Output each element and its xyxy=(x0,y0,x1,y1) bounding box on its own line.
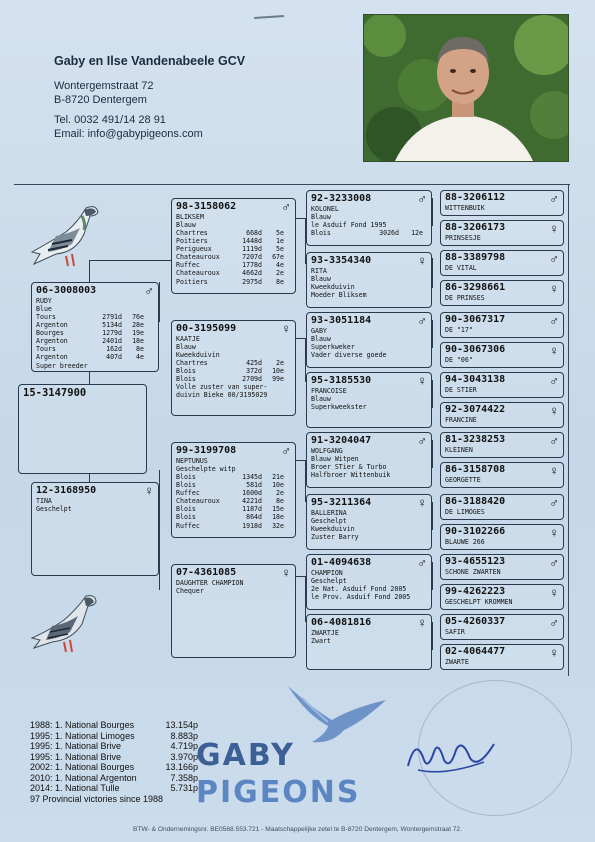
fm-note: Volle zuster van super- xyxy=(176,383,268,392)
g4-ring: 90-3102266 xyxy=(445,526,506,537)
result-birds: 2709d xyxy=(242,375,262,384)
victory-row xyxy=(30,752,198,763)
connector xyxy=(432,320,440,348)
result-rank: 8e xyxy=(136,345,144,354)
grandsire-paternal-box xyxy=(171,198,296,294)
g3-line: Blauw xyxy=(311,213,331,221)
g4-box xyxy=(440,554,564,580)
g3-ring: 92-3233008 xyxy=(311,193,372,204)
great-grandparent-box xyxy=(306,372,432,428)
granddam-maternal-box xyxy=(171,564,296,658)
mf-ring: 99-3199708 xyxy=(176,445,237,456)
result-place: Argenton xyxy=(36,353,68,362)
victory-row xyxy=(30,741,198,752)
g4-name: DE "06" xyxy=(445,356,473,364)
result-birds: 3026d xyxy=(379,229,399,237)
female-icon: ♀ xyxy=(549,403,559,418)
g4-ring: 86-3188420 xyxy=(445,496,506,507)
result-birds: 864d xyxy=(246,513,262,522)
female-icon: ♀ xyxy=(549,221,559,236)
result-birds: 668d xyxy=(246,229,262,237)
signature-icon xyxy=(404,730,500,780)
victory-count: 13.154p xyxy=(165,720,198,730)
g4-box xyxy=(440,342,564,368)
victory-row xyxy=(30,773,198,784)
pigeon-illustration-bottom xyxy=(30,588,110,658)
g4-box xyxy=(440,190,564,216)
fm-results xyxy=(176,359,291,383)
grandsire-maternal-box xyxy=(171,442,296,538)
male-icon: ♂ xyxy=(417,191,427,206)
g4-box xyxy=(440,462,564,488)
g3-line: ZWARTJE xyxy=(311,629,339,637)
result-birds: 162d xyxy=(106,345,122,354)
main-pigeon-ring: 15-3147900 xyxy=(23,387,87,399)
granddam-paternal-box xyxy=(171,320,296,416)
result-place: Chartres xyxy=(176,229,208,237)
g3-line: Geschelpt xyxy=(311,577,347,585)
result-birds: 1279d xyxy=(102,329,122,338)
victory-label: 1995: 1. National Brive xyxy=(30,751,122,762)
g4-box xyxy=(440,220,564,246)
female-icon: ♀ xyxy=(281,565,291,580)
g3-ring: 95-3185530 xyxy=(311,375,372,386)
g3-line: WOLFGANG xyxy=(311,447,343,455)
great-grandparent-box xyxy=(306,554,432,610)
male-icon: ♂ xyxy=(549,433,559,448)
male-icon: ♂ xyxy=(549,251,559,266)
g3-line: FRANCOISE xyxy=(311,387,347,395)
victory-label: 2002: 1. National Bourges xyxy=(30,762,135,772)
g4-ring: 88-3389798 xyxy=(445,252,506,263)
victories-list xyxy=(30,720,198,804)
g3-line: le Asduif Fond 1995 xyxy=(311,221,387,229)
result-birds: 581d xyxy=(246,481,262,490)
g4-ring: 88-3206173 xyxy=(445,222,506,233)
victory-count: 13.166p xyxy=(165,762,198,772)
g4-name: KLEINEN xyxy=(445,446,473,454)
result-place: Poitiers xyxy=(176,277,208,286)
ff-line: BLIKSEM xyxy=(176,213,204,221)
result-place: Tours xyxy=(36,313,56,321)
father-line: Blue xyxy=(36,305,52,313)
mother-line: TINA xyxy=(36,497,52,505)
result-rank: 4e xyxy=(136,353,144,362)
result-birds: 4662d xyxy=(242,269,262,278)
result-rank: 18e xyxy=(132,337,144,346)
connector xyxy=(432,198,440,226)
male-icon: ♂ xyxy=(417,313,427,328)
mm-line: DAUGHTER CHAMPION xyxy=(176,579,244,587)
g4-name: ZWARTE xyxy=(445,658,469,666)
g4-ring: 02-4064477 xyxy=(445,646,506,657)
g4-name: DE LIMOGES xyxy=(445,508,485,516)
great-grandparent-box xyxy=(306,312,432,368)
result-rank: 8e xyxy=(276,277,284,286)
connector xyxy=(432,562,440,590)
male-icon: ♂ xyxy=(549,191,559,206)
result-birds: 1345d xyxy=(242,473,262,481)
male-icon: ♂ xyxy=(549,313,559,328)
female-icon: ♀ xyxy=(549,281,559,296)
connector xyxy=(159,282,171,322)
g3-line: GABY xyxy=(311,327,327,335)
g3-ring: 95-3211364 xyxy=(311,497,372,508)
fm-note: duivin Bieke 00/3195029 xyxy=(176,391,268,400)
result-place: Blois xyxy=(176,375,196,384)
result-rank: 99e xyxy=(272,375,284,384)
victory-row xyxy=(30,783,198,794)
male-icon: ♂ xyxy=(144,283,154,298)
g4-ring: 81-3238253 xyxy=(445,434,506,445)
g4-box xyxy=(440,280,564,306)
great-grandparent-box xyxy=(306,494,432,550)
result-rank: 2e xyxy=(276,269,284,278)
g4-ring: 93-4655123 xyxy=(445,556,506,567)
mother-line: Geschelpt xyxy=(36,505,72,513)
dove-logo-icon xyxy=(282,678,392,748)
g4-box xyxy=(440,644,564,670)
result-place: Blois xyxy=(176,473,196,481)
result-rank: 4e xyxy=(276,261,284,270)
result-birds: 2975d xyxy=(242,277,262,286)
g3-line: BALLERINA xyxy=(311,509,347,517)
result-birds: 407d xyxy=(106,353,122,362)
fm-ring: 00-3195099 xyxy=(176,323,237,334)
breeder-photo xyxy=(363,14,569,162)
female-icon: ♀ xyxy=(417,615,427,630)
result-birds: 2791d xyxy=(102,313,122,321)
g4-name: SCHONE ZWARTEN xyxy=(445,568,501,576)
result-place: Tours xyxy=(36,345,56,354)
connector xyxy=(432,440,440,468)
result-birds: 425d xyxy=(246,359,262,367)
g3-line: Blauw xyxy=(311,395,331,403)
g3-line: 2e Nat. Asduif Fond 2005 xyxy=(311,585,407,593)
victory-count: 8.883p xyxy=(170,730,198,741)
victory-row xyxy=(30,731,198,742)
g4-box xyxy=(440,250,564,276)
result-place: Blois xyxy=(176,481,196,490)
female-icon: ♀ xyxy=(549,343,559,358)
result-birds: 4221d xyxy=(242,497,262,506)
female-icon: ♀ xyxy=(144,483,154,498)
result-place: Blois xyxy=(176,505,196,514)
result-place: Perigueux xyxy=(176,245,212,254)
result-rank: 2e xyxy=(276,359,284,367)
result-rank: 76e xyxy=(132,313,144,321)
result-rank: 18e xyxy=(272,513,284,522)
g4-name: SAFIR xyxy=(445,628,465,636)
g3-result xyxy=(311,229,427,237)
great-grandparent-box xyxy=(306,614,432,670)
g3-line: Vader diverse goede xyxy=(311,351,387,359)
ff-results xyxy=(176,229,291,286)
footer-legal: BTW- & Ondernemingsnr. BE0568.553.721 - Maatschappelijke zetel te B-8720 Dentergem, Wontergemstraat 72. xyxy=(133,826,462,833)
g3-line: Zuster Barry xyxy=(311,533,359,541)
g4-ring: 90-3067306 xyxy=(445,344,506,355)
great-grandparent-box xyxy=(306,432,432,488)
g3-ring: 93-3051184 xyxy=(311,315,372,326)
g3-line: Kweekduivin xyxy=(311,283,355,291)
result-rank: 1e xyxy=(276,237,284,246)
connector xyxy=(296,218,306,264)
result-birds: 2401d xyxy=(102,337,122,346)
right-divider xyxy=(568,184,569,676)
victory-row xyxy=(30,720,198,731)
g3-ring: 06-4081816 xyxy=(311,617,372,628)
father-ring: 06-3008003 xyxy=(36,285,97,296)
result-rank: 15e xyxy=(272,505,284,514)
ff-line: Blauw xyxy=(176,221,196,229)
connector xyxy=(432,502,440,530)
g4-box xyxy=(440,432,564,458)
breeder-name: Gaby en Ilse Vandenabeele GCV xyxy=(54,54,246,68)
g3-line: Halfbroer Wittenbuik xyxy=(311,471,391,479)
result-birds: 1778d xyxy=(242,261,262,270)
mother-ring: 12-3168950 xyxy=(36,485,97,496)
ff-ring: 98-3158062 xyxy=(176,201,237,212)
logo-text-gaby: GABY xyxy=(196,738,295,773)
female-icon: ♀ xyxy=(549,585,559,600)
fm-line: Blauw xyxy=(176,343,196,351)
g3-line: Superkweekster xyxy=(311,403,367,411)
g4-name: DE PRINSES xyxy=(445,294,485,302)
victory-label: 1995: 1. National Brive xyxy=(30,741,122,751)
result-place: Argenton xyxy=(36,321,68,330)
g4-box xyxy=(440,312,564,338)
result-rank: 12e xyxy=(411,229,423,237)
result-rank: 10e xyxy=(272,367,284,376)
result-place: Argenton xyxy=(36,337,68,346)
g4-ring: 86-3158708 xyxy=(445,464,506,475)
g3-ring: 01-4094638 xyxy=(311,557,372,568)
result-birds: 1119d xyxy=(242,245,262,254)
main-pigeon-box xyxy=(18,384,147,474)
g3-line: Blauw xyxy=(311,275,331,283)
g3-line: CHAMPION xyxy=(311,569,343,577)
g3-line: Geschelpt xyxy=(311,517,347,525)
result-birds: 1448d xyxy=(242,237,262,246)
provincial-victories: 97 Provincial victories since 1988 xyxy=(30,793,164,804)
address-line-1: Wontergemstraat 72 xyxy=(54,80,154,92)
logo-text-pigeons: PIGEONS xyxy=(196,775,361,810)
g4-name: PRINSESJE xyxy=(445,234,481,242)
result-place: Blois xyxy=(311,229,331,237)
g4-name: DE VITAL xyxy=(445,264,477,272)
g4-ring: 86-3298661 xyxy=(445,282,506,293)
result-place: Ruffec xyxy=(176,261,200,270)
male-icon: ♂ xyxy=(549,373,559,388)
result-rank: 10e xyxy=(272,481,284,490)
g3-line: le Prov. Asduif Fond 2005 xyxy=(311,593,411,601)
mother-box xyxy=(31,482,159,576)
connector xyxy=(296,576,306,622)
g4-name: WITTENBUIK xyxy=(445,204,485,212)
great-grandparent-box xyxy=(306,252,432,308)
victory-count: 3.970p xyxy=(170,751,198,762)
mf-line: Geschelpte witp xyxy=(176,465,236,473)
g4-box xyxy=(440,614,564,640)
address-line-2: B-8720 Dentergem xyxy=(54,94,147,106)
mf-line: NEPTUNUS xyxy=(176,457,208,465)
great-grandparent-box xyxy=(306,190,432,246)
connector xyxy=(432,622,440,650)
male-icon: ♂ xyxy=(281,443,291,458)
g4-name: DE STIER xyxy=(445,386,477,394)
header-divider xyxy=(14,184,570,185)
result-place: Poitiers xyxy=(176,237,208,246)
g3-ring: 91-3204047 xyxy=(311,435,372,446)
victory-label: 2014: 1. National Tulle xyxy=(30,783,120,793)
father-results xyxy=(36,313,154,362)
result-place: Chateauroux xyxy=(176,253,220,262)
result-rank: 19e xyxy=(132,329,144,338)
result-place: Blois xyxy=(176,367,196,376)
victory-count: 4.719p xyxy=(170,741,198,751)
g3-line: Kweekduivin xyxy=(311,525,355,533)
result-birds: 1918d xyxy=(242,521,262,530)
result-birds: 372d xyxy=(246,367,262,376)
result-place: Ruffec xyxy=(176,521,200,530)
victory-label: 2010: 1. National Argenton xyxy=(30,772,137,783)
connector xyxy=(89,260,171,282)
g4-box xyxy=(440,402,564,428)
g4-name: GEORGETTE xyxy=(445,476,481,484)
victory-count: 7.358p xyxy=(170,772,198,783)
g3-line: Zwart xyxy=(311,637,331,645)
g3-line: Superkweker xyxy=(311,343,355,351)
female-icon: ♀ xyxy=(417,253,427,268)
victory-label: 1988: 1. National Bourges xyxy=(30,720,135,730)
male-icon: ♂ xyxy=(417,555,427,570)
g4-ring: 94-3043138 xyxy=(445,374,506,385)
g4-ring: 90-3067317 xyxy=(445,314,506,325)
result-rank: 32e xyxy=(272,521,284,530)
g4-box xyxy=(440,494,564,520)
fm-line: KAATJE xyxy=(176,335,200,343)
g4-ring: 92-3074422 xyxy=(445,404,506,415)
result-rank: 8e xyxy=(276,497,284,506)
female-icon: ♀ xyxy=(281,321,291,336)
connector xyxy=(89,372,90,384)
g3-line: KOLONEL xyxy=(311,205,339,213)
result-place: Blois xyxy=(176,513,196,522)
female-icon: ♀ xyxy=(417,373,427,388)
g3-line: Moeder Bliksem xyxy=(311,291,367,299)
connector xyxy=(432,380,440,408)
female-icon: ♀ xyxy=(549,645,559,660)
g4-ring: 88-3206112 xyxy=(445,192,506,203)
result-place: Ruffec xyxy=(176,489,200,498)
result-birds: 1187d xyxy=(242,505,262,514)
mm-ring: 07-4361085 xyxy=(176,567,237,578)
female-icon: ♀ xyxy=(549,463,559,478)
male-icon: ♂ xyxy=(549,555,559,570)
father-note: Super breeder xyxy=(36,361,88,370)
g3-line: Broer STier & Turbo xyxy=(311,463,387,471)
mm-line: Chequer xyxy=(176,587,204,595)
result-rank: 5e xyxy=(276,229,284,237)
result-rank: 21e xyxy=(272,473,284,481)
connector xyxy=(296,338,306,382)
father-line: RUDY xyxy=(36,297,52,305)
result-birds: 5134d xyxy=(102,321,122,330)
male-icon: ♂ xyxy=(417,433,427,448)
male-icon: ♂ xyxy=(281,199,291,214)
connector xyxy=(89,474,90,482)
result-rank: 28e xyxy=(132,321,144,330)
g4-name: BLAUWE 266 xyxy=(445,538,485,546)
result-place: Chateauroux xyxy=(176,269,220,278)
g4-name: DE "17" xyxy=(445,326,473,334)
g4-name: GESCHELPT KROMMEN xyxy=(445,598,513,606)
g3-ring: 93-3354340 xyxy=(311,255,372,266)
result-birds: 1600d xyxy=(242,489,262,498)
victory-label: 1995: 1. National Limoges xyxy=(30,730,135,741)
fm-line: Kweekduivin xyxy=(176,351,220,359)
result-rank: 2e xyxy=(276,489,284,498)
g4-box xyxy=(440,584,564,610)
connector xyxy=(159,470,171,590)
g3-line: RITA xyxy=(311,267,327,275)
result-place: Bourges xyxy=(36,329,64,338)
female-icon: ♀ xyxy=(549,525,559,540)
g4-ring: 05-4260337 xyxy=(445,616,506,627)
father-box xyxy=(31,282,159,372)
result-place: Chartres xyxy=(176,359,208,367)
g4-ring: 99-4262223 xyxy=(445,586,506,597)
email-line: Email: info@gabypigeons.com xyxy=(54,128,203,140)
result-birds: 7207d xyxy=(242,253,262,262)
male-icon: ♂ xyxy=(549,615,559,630)
connector xyxy=(296,460,306,502)
mf-results xyxy=(176,473,291,530)
g4-name: FRANCINE xyxy=(445,416,477,424)
connector xyxy=(432,258,440,288)
g3-line: Blauw Witpen xyxy=(311,455,359,463)
pen-mark xyxy=(254,15,284,19)
victory-count: 5.731p xyxy=(170,783,198,793)
male-icon: ♂ xyxy=(549,495,559,510)
result-rank: 5e xyxy=(276,245,284,254)
female-icon: ♀ xyxy=(417,495,427,510)
result-place: Chateauroux xyxy=(176,497,220,506)
victory-row xyxy=(30,762,198,773)
g4-box xyxy=(440,524,564,550)
g4-box xyxy=(440,372,564,398)
phone-line: Tel. 0032 491/14 28 91 xyxy=(54,114,166,126)
result-rank: 67e xyxy=(272,253,284,262)
g3-line: Blauw xyxy=(311,335,331,343)
